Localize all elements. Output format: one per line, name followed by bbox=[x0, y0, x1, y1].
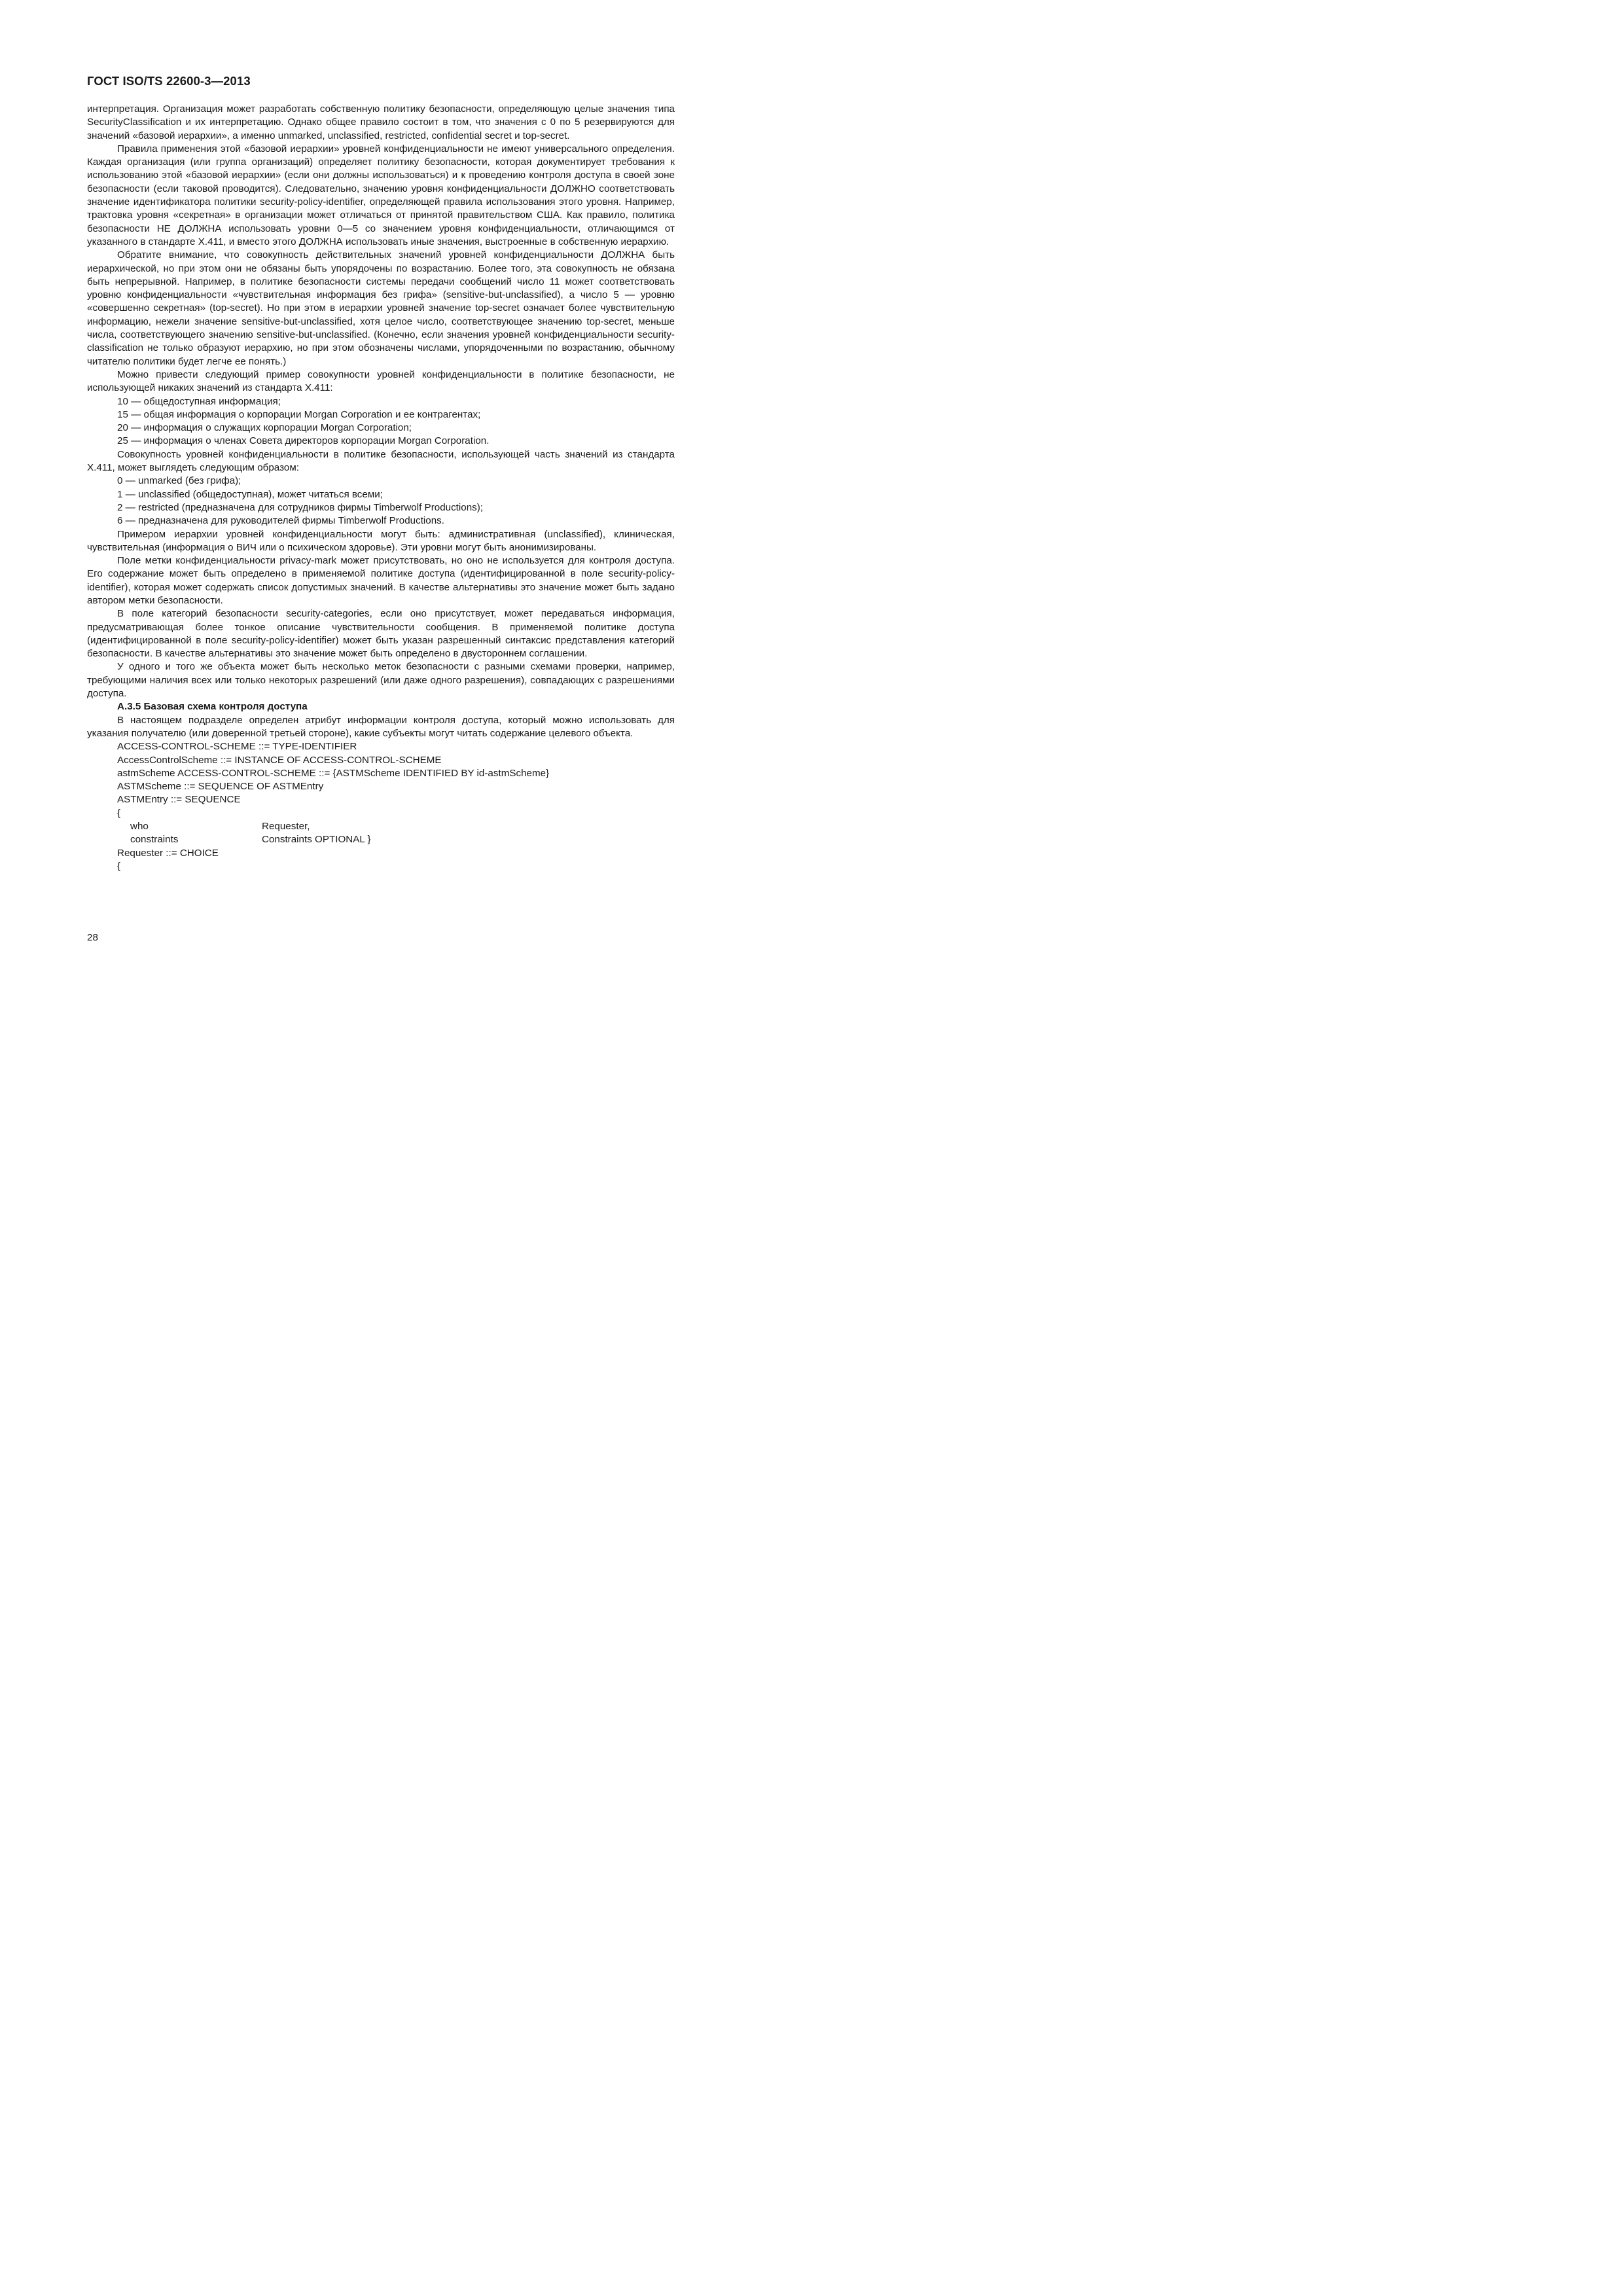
code-row bbox=[87, 820, 675, 833]
page-number: 28 bbox=[87, 932, 98, 943]
paragraph: В поле категорий безопасности security-categories, если оно присутствует, может передаваться информация, предусматривающая более тонкое описание чувствительности сообщения. В применяемой политике доступа (идентифицированной в поле security-policy-identifier) может быть указан разрешенный синтаксис представления категорий безопасности. В качестве альтернативы это значение может быть определено в двустороннем соглашении. bbox=[87, 608, 675, 660]
code-line: ACCESS-CONTROL-SCHEME ::= TYPE-IDENTIFIER bbox=[117, 741, 357, 753]
section-heading: А.3.5 Базовая схема контроля доступа bbox=[117, 701, 308, 713]
page-body bbox=[87, 103, 675, 873]
paragraph: Обратите внимание, что совокупность действительных значений уровней конфиденциальности ДОЛЖНА быть иерархической, но при этом они не обязаны быть упорядочены по возрастанию. Более того, эта совокупность не обязана быть непрерывной. Например, в политике безопасности системы передачи сообщений число 11 может соответствовать уровню конфиденциальности «чувствительная информация без грифа» (sensitive-but-unclassified), а число 5 — уровню «совершенно секретная» (top-secret). Но при этом в иерархии уровней значение top-secret означает более чувствительную информацию, нежели значение sensitive-but-unclassified, хотя целое число, соответствующее значению top-secret, меньше числа, соответствующего значению sensitive-but-unclassified. (Конечно, если значения уровней конфиденциальности security-classification не только образуют иерархию, но при этом обозначены числами, упорядоченными по возрастанию, обычному читателю политики будет легче ее понять.) bbox=[87, 249, 675, 367]
list-item: 1 — unclassified (общедоступная), может читаться всеми; bbox=[117, 488, 383, 500]
paragraph: интерпретация. Организация может разработать собственную политику безопасности, определяющую целые значения типа SecurityClassification и их интерпретацию. Однако общее правило состоит в том, что значения с 0 по 5 резервируются для значений «базовой иерархии», а именно unmarked, unclassified, restricted, confidential secret и top-secret. bbox=[87, 103, 675, 141]
paragraph: Поле метки конфиденциальности privacy-mark может присутствовать, но оно не используется для контроля доступа. Его содержание может быть определено в применяемой политике доступа (идентифицированной в поле security-policy-identifier), которая может содержать список допустимых значений. В качестве альтернативы это значение может быть задано автором метки безопасности. bbox=[87, 555, 675, 606]
code-field-name: who bbox=[130, 821, 149, 833]
paragraph: В настоящем подразделе определен атрибут информации контроля доступа, который можно использовать для указания получателю (или доверенной третьей стороне), какие субъекты могут читать содержание целевого объекта. bbox=[87, 714, 675, 739]
list-item: 20 — информация о служащих корпорации Morgan Corporation; bbox=[117, 422, 412, 434]
list-item: 25 — информация о членах Совета директоров корпорации Morgan Corporation. bbox=[117, 435, 490, 447]
code-line: { bbox=[117, 807, 121, 819]
code-line: astmScheme ACCESS-CONTROL-SCHEME ::= {ASTMScheme IDENTIFIED BY id-astmScheme} bbox=[117, 767, 550, 779]
code-field-name: constraints bbox=[130, 834, 179, 846]
list-item: 6 — предназначена для руководителей фирмы Timberwolf Productions. bbox=[117, 515, 444, 527]
paragraph: Совокупность уровней конфиденциальности в политике безопасности, использующей часть значений из стандарта X.411, может выглядеть следующим образом: bbox=[87, 448, 675, 474]
code-line: { bbox=[117, 860, 121, 872]
code-line: ASTMScheme ::= SEQUENCE OF ASTMEntry bbox=[117, 781, 324, 793]
list-item: 2 — restricted (предназначена для сотрудников фирмы Timberwolf Productions); bbox=[117, 501, 484, 513]
paragraph: Правила применения этой «базовой иерархии» уровней конфиденциальности не имеют универсального определения. Каждая организация (или группа организаций) определяет политику безопасности, которая документирует требования к использованию этой «базовой иерархии» (если они должны использоваться) и к проведению контроля доступа в своей зоне безопасности (если таковой проводится). Следовательно, значению уровня конфиденциальности ДОЛЖНО соответствовать значение идентификатора политики security-policy-identifier, определяющей правила использования этого уровня. Например, трактовка уровня «секретная» в организации может отличаться от принятой правительством США. Как правило, политика безопасности НЕ ДОЛЖНА использовать уровни 0—5 со значением уровня конфиденциальности, отличающимся от указанного в стандарте X.411, и вместо этого ДОЛЖНА использовать иные значения, выстроенные в собственную иерархию. bbox=[87, 143, 675, 247]
paragraph: Можно привести следующий пример совокупности уровней конфиденциальности в политике безопасности, не использующей никаких значений из стандарта X.411: bbox=[87, 368, 675, 394]
code-line: AccessControlScheme ::= INSTANCE OF ACCESS-CONTROL-SCHEME bbox=[117, 754, 442, 766]
paragraph: Примером иерархии уровней конфиденциальности могут быть: административная (unclassified), клиническая, чувствительная (информация о ВИЧ или о психическом здоровье). Эти уровни могут быть анонимизированы. bbox=[87, 528, 675, 553]
code-row bbox=[87, 833, 675, 846]
code-line: ASTMEntry ::= SEQUENCE bbox=[117, 794, 241, 806]
list-item: 10 — общедоступная информация; bbox=[117, 395, 281, 407]
list-item: 0 — unmarked (без грифа); bbox=[117, 475, 241, 487]
document-header: ГОСТ ISO/TS 22600-3—2013 bbox=[87, 74, 251, 88]
code-line: Requester ::= CHOICE bbox=[117, 847, 219, 859]
code-field-type: Requester, bbox=[262, 821, 310, 833]
code-field-type: Constraints OPTIONAL } bbox=[262, 834, 371, 846]
list-item: 15 — общая информация о корпорации Morgan Corporation и ее контрагентах; bbox=[117, 408, 481, 420]
paragraph: У одного и того же объекта может быть несколько меток безопасности с разными схемами проверки, например, требующими наличия всех или только некоторых разрешений (или даже одного разрешения), совпадающих с разрешениями доступа. bbox=[87, 661, 675, 700]
